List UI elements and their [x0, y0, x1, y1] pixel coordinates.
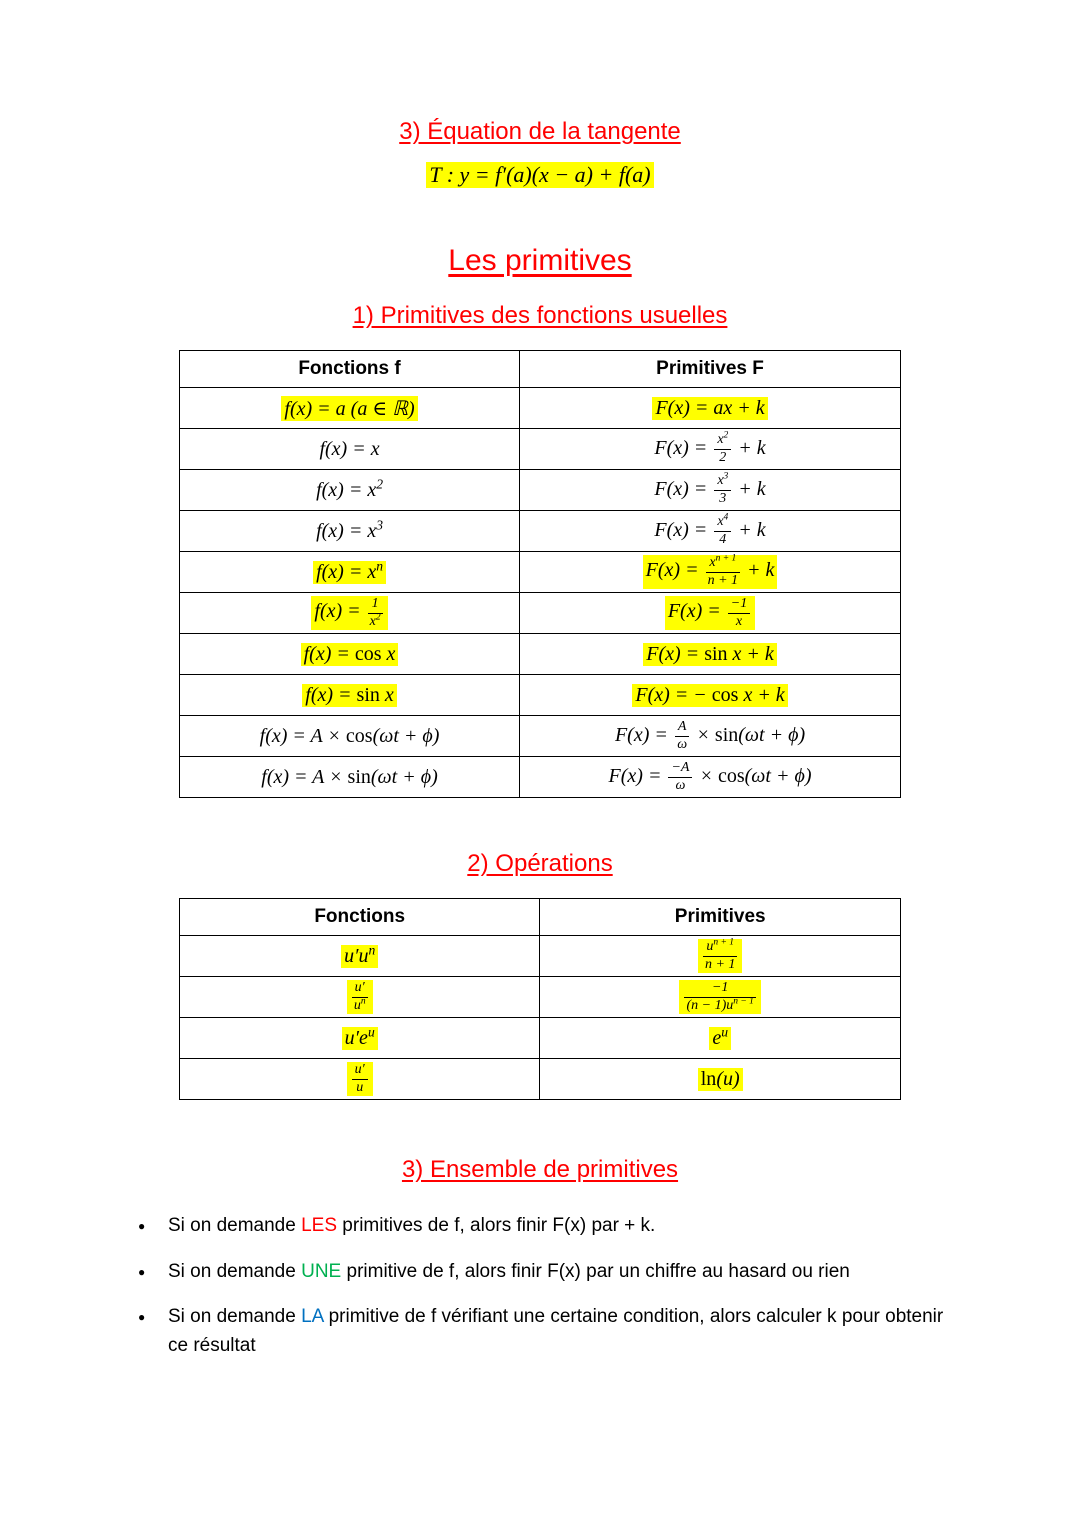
cell-primitive [520, 634, 901, 675]
formula: $f(x) = x^3$ [316, 516, 383, 542]
table-row [180, 634, 901, 675]
formula: f(x) = x [319, 437, 380, 460]
table-row [180, 511, 901, 552]
formula: F(x) = $\frac{-A}{\omega}$ × cos(ωt + ϕ) [608, 760, 812, 793]
cell-primitive [520, 716, 901, 757]
table-row [180, 977, 901, 1018]
formula-highlighted: $u'e^u$ [342, 1027, 378, 1050]
table-header-row [180, 351, 901, 388]
formula-highlighted: $u'u^n$ [341, 945, 378, 968]
keyword-colored: UNE [301, 1260, 342, 1282]
bullet-text: Si on demande LA primitive de f vérifiant une certaine condition, alors calculer k pour obtenir ce résultat [168, 1306, 944, 1356]
bullet-marker: ● [138, 1264, 146, 1279]
table-row [180, 593, 901, 634]
formula-highlighted [698, 939, 742, 972]
fraction: $\frac{x^3}{3}$ [714, 473, 731, 506]
formula-highlighted: f(x) = $\frac{1}{x^2}$ [311, 596, 387, 629]
table-usual-primitives [179, 350, 901, 798]
bullet-marker: ● [138, 1219, 146, 1233]
formula: $f(x) = x^2$ [316, 475, 383, 501]
keyword-colored: LA [301, 1306, 324, 1327]
formula-highlighted: F(x) = $\frac{-1}{x}$ [665, 596, 755, 629]
cell-function [180, 675, 520, 716]
cell-function [180, 1018, 540, 1059]
cell-function [180, 388, 520, 429]
table-header-row [180, 899, 901, 936]
fraction: $\frac{u^{n + 1}}{n + 1}$ [704, 937, 736, 972]
formula: f(x) = A × sin(ωt + ϕ) [261, 765, 438, 788]
table-row [180, 757, 901, 798]
formula: F(x) = $\frac{x^2}{2}$ + k [654, 430, 766, 465]
formula-highlighted: f(x) = cos x [301, 643, 399, 666]
fraction: $\frac{x^4}{4}$ [714, 514, 731, 547]
title-les-primitives: Les primitives [448, 244, 632, 277]
cell-function [180, 716, 520, 757]
column-header: Primitives F [520, 351, 901, 388]
fraction: $\frac{x^{n + 1}}{n + 1}$ [707, 553, 739, 588]
bullet-text: Si on demande UNE primitive de f, alors finir F(x) par un chiffre au hasard ou rien [168, 1260, 850, 1282]
table-operations [179, 898, 901, 1100]
formula-highlighted [679, 980, 760, 1013]
bullet-item [138, 1258, 1025, 1287]
fraction: $\frac{-1}{(n - 1)u^{n - 1}}$ [686, 980, 754, 1013]
cell-primitive [520, 757, 901, 798]
table-row [180, 552, 901, 593]
table-row [180, 936, 901, 977]
cell-primitive [520, 552, 901, 593]
cell-primitive [540, 1018, 901, 1059]
table-row [180, 716, 901, 757]
table-row [180, 429, 901, 470]
cell-function [180, 634, 520, 675]
bullet-text: Si on demande LES primitives de f, alors finir F(x) par + k. [168, 1215, 656, 1236]
keyword-colored: LES [301, 1215, 338, 1236]
heading-ensemble-primitives: 3) Ensemble de primitives [401, 1156, 679, 1183]
formula-highlighted: F(x) = − cos x + k [632, 684, 787, 707]
bullet-list [138, 1212, 1025, 1360]
heading-tangent-equation: 3) Équation de la tangente [399, 118, 681, 145]
formula-highlighted [347, 980, 373, 1013]
column-header: Primitives [540, 899, 901, 936]
table-row [180, 1059, 901, 1100]
cell-function [180, 470, 520, 511]
formula-highlighted [347, 1062, 373, 1095]
fraction: $\frac{-A}{\omega}$ [668, 760, 692, 793]
formula-highlighted: $f(x) = x^n$ [313, 561, 386, 584]
cell-function [180, 1059, 540, 1100]
formula-highlighted: ln(u) [698, 1068, 743, 1091]
tangent-formula-line [0, 162, 1080, 188]
cell-primitive [520, 470, 901, 511]
formula-highlighted: F(x) = ax + k [652, 397, 767, 420]
cell-function [180, 552, 520, 593]
fraction: $\frac{-1}{x}$ [728, 596, 750, 629]
table-row [180, 470, 901, 511]
bullet-marker: ● [138, 1310, 146, 1324]
cell-primitive [540, 977, 901, 1018]
cell-primitive [520, 429, 901, 470]
fraction: $\frac{u'}{u}$ [352, 1062, 368, 1095]
column-header: Fonctions [180, 899, 540, 936]
formula: F(x) = $\frac{x^4}{4}$ + k [654, 512, 766, 547]
cell-function [180, 511, 520, 552]
formula: F(x) = $\frac{A}{\omega}$ × sin(ωt + ϕ) [614, 719, 806, 752]
table-row [180, 1018, 901, 1059]
cell-function [180, 429, 520, 470]
fraction: $\frac{u'}{u^n}$ [352, 980, 368, 1013]
cell-primitive [520, 593, 901, 634]
cell-primitive [540, 936, 901, 977]
fraction: $\frac{1}{x^2}$ [369, 596, 381, 629]
bullet-item [138, 1212, 1025, 1241]
heading-primitives-usuelles: 1) Primitives des fonctions usuelles [352, 302, 728, 329]
formula-highlighted: $e^u$ [709, 1027, 731, 1050]
formula-highlighted: F(x) = $\frac{x^{n + 1}}{n + 1}$ + k [643, 555, 778, 588]
bullet-item [138, 1303, 1025, 1360]
cell-function [180, 936, 540, 977]
cell-function [180, 757, 520, 798]
formula: F(x) = $\frac{x^3}{3}$ + k [654, 471, 766, 506]
tangent-formula: T : y = f′(a)(x − a) + f(a) [426, 162, 653, 188]
cell-primitive [520, 388, 901, 429]
cell-primitive [520, 675, 901, 716]
table-row [180, 388, 901, 429]
formula-highlighted: f(x) = a (a ∈ ℝ) [281, 396, 417, 421]
cell-primitive [540, 1059, 901, 1100]
formula-highlighted: F(x) = sin x + k [643, 643, 777, 666]
formula: f(x) = A × cos(ωt + ϕ) [259, 724, 440, 747]
heading-operations: 2) Opérations [467, 850, 613, 877]
table-row [180, 675, 901, 716]
cell-primitive [520, 511, 901, 552]
column-header: Fonctions f [180, 351, 520, 388]
fraction: $\frac{A}{\omega}$ [675, 719, 690, 752]
cell-function [180, 977, 540, 1018]
cell-function [180, 593, 520, 634]
fraction: $\frac{x^2}{2}$ [714, 432, 731, 465]
formula-highlighted: f(x) = sin x [302, 684, 396, 707]
